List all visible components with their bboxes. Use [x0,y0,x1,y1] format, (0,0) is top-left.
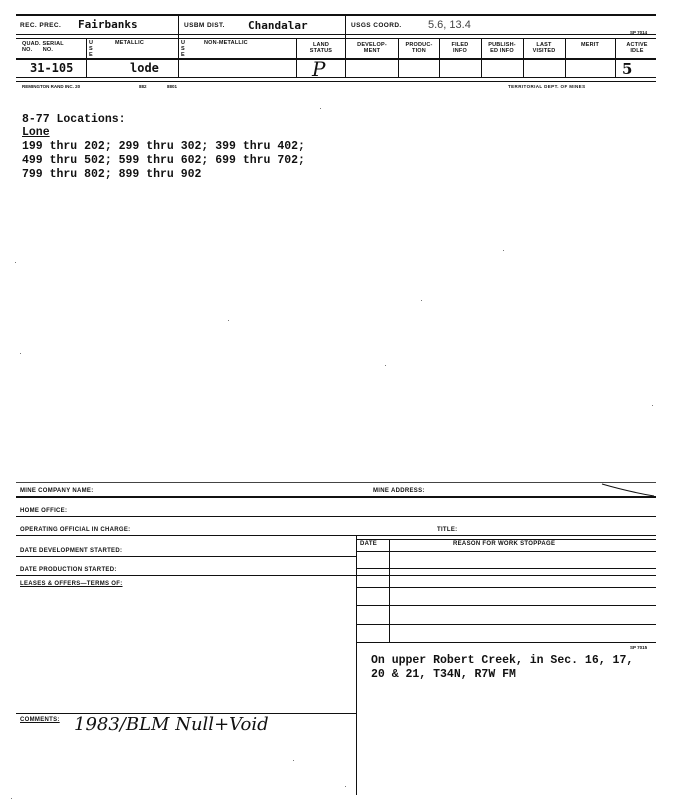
use-header-2: U S E [181,40,186,58]
lower-form-top [16,482,656,483]
divider [565,38,566,77]
row-bottom-line [16,77,656,78]
date-development-label: DATE DEVELOPMENT STARTED: [20,548,123,554]
stoppage-row-line [356,605,656,606]
land-status-header: LAND STATUS [309,42,333,54]
operating-official-line [16,535,656,536]
non-metallic-header: NON-METALLIC [204,40,248,46]
scan-speck [320,108,321,109]
home-office-line [16,516,656,517]
stoppage-top-line [356,539,656,540]
row-bottom-line-2 [16,81,656,82]
scan-speck [293,760,294,761]
stoppage-row-line [356,568,656,569]
scan-speck [20,353,21,354]
locations-line: 199 thru 202; 299 thru 302; 399 thru 402; [22,140,305,153]
leases-offers-label: LEASES & OFFERS—TERMS OF: [20,581,123,587]
production-header: PRODUC- TION [405,42,433,54]
date-development-line [16,556,356,557]
published-info-header: PUBLISH- ED INFO [488,42,516,54]
column-header-divider [16,58,656,60]
mine-company-name-label: MINE COMPANY NAME: [20,488,94,494]
stoppage-row-line [356,587,656,588]
stoppage-date-divider [389,539,390,642]
stoppage-row-line [356,642,656,643]
divider [345,14,346,77]
printer-code1: 882 [139,84,147,89]
locations-heading: 8-77 Locations: [22,113,126,126]
printer-right: TERRITORIAL DEPT. OF MINES [508,84,586,89]
rec-prec-value: Fairbanks [78,18,138,31]
lower-form-center-divider [356,535,357,795]
printer-code2: 8801 [167,84,178,89]
date-production-line [16,575,656,576]
header-divider [16,34,656,35]
quad-serial-value: 31-105 [30,61,74,75]
locations-line: 799 thru 802; 899 thru 902 [22,168,202,181]
land-status-value: P [312,57,326,81]
stoppage-row-line [356,624,656,625]
date-column-header: DATE [360,541,378,547]
filed-info-header: FILED INFO [451,42,469,54]
divider [178,14,179,77]
usgs-coord-value: 5.6, 13.4 [428,19,471,31]
active-idle-header: ACTIVE IDLE [626,42,648,54]
location-note-line: 20 & 21, T34N, R7W FM [371,668,516,681]
metallic-header: METALLIC [115,40,144,46]
scan-speck [228,320,229,321]
operating-official-label: OPERATING OFFICIAL IN CHARGE: [20,527,131,533]
title-label: TITLE: [437,527,458,533]
divider [86,38,87,77]
merit-header: MERIT [580,42,600,48]
divider [615,38,616,77]
mine-address-label: MINE ADDRESS: [373,488,425,494]
metallic-value: lode [130,61,159,75]
last-visited-header: LAST VISITED [532,42,556,54]
date-production-label: DATE PRODUCTION STARTED: [20,567,117,573]
scan-speck [652,405,653,406]
comments-label: COMMENTS: [20,717,60,723]
locations-subheading: Lone [22,126,50,139]
mine-address-curve [600,482,656,498]
rec-prec-label: REC. PREC. [20,22,62,29]
stoppage-header-line [356,551,656,552]
usgs-coord-label: USGS COORD. [351,22,402,29]
development-header: DEVELOP- MENT [357,42,387,54]
divider [481,38,482,77]
scan-speck [503,250,504,251]
scan-speck [421,300,422,301]
mine-company-line [16,496,656,498]
printer-left: REMINGTON RAND INC. 20 [22,84,81,89]
quad-serial-header: QUAD. SERIAL NO. NO. [22,41,64,53]
comments-handwriting: 1983/BLM Null+Void [74,714,269,735]
header-divider-2 [16,38,656,39]
divider [398,38,399,77]
usbm-dist-value: Chandalar [248,19,308,32]
home-office-label: HOME OFFICE: [20,508,68,514]
form-number-2: SP 7015 [630,645,648,650]
divider [523,38,524,77]
scan-speck [345,786,346,787]
form-number: SP 7014 [630,30,648,35]
usbm-dist-label: USBM DIST. [184,22,225,29]
location-note-line: On upper Robert Creek, in Sec. 16, 17, [371,654,634,667]
top-border [16,14,656,16]
divider [296,38,297,77]
use-header-1: U S E [89,40,94,58]
locations-line: 499 thru 502; 599 thru 602; 699 thru 702; [22,154,305,167]
scan-speck [15,262,16,263]
divider [439,38,440,77]
reason-column-header: REASON FOR WORK STOPPAGE [453,541,556,547]
scan-speck [11,798,12,799]
scan-speck [385,365,386,366]
active-idle-value: 5 [622,60,633,78]
